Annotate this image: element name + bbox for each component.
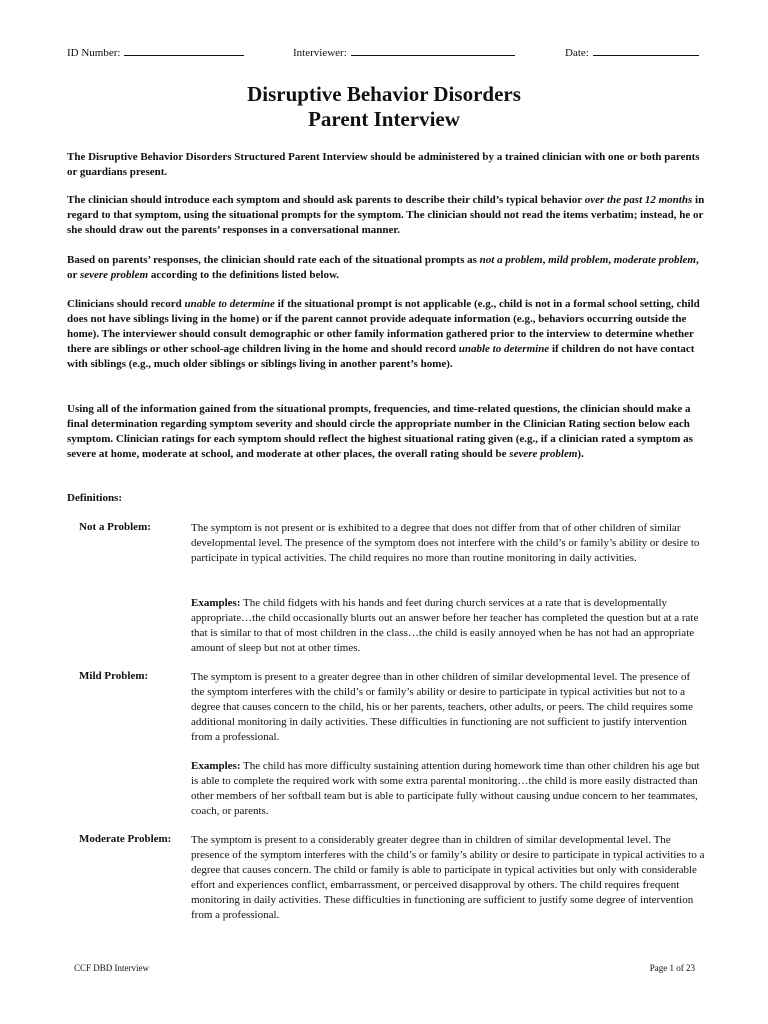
intro-paragraph-4: Clinicians should record unable to determine if the situational prompt is not applicable (e.g., child is not in a formal school setting, child does not have siblings living in the home) or if the parent cannot provide adequate information (e.g., behaviors occurring outside the home). The interviewer should consult demographic or other family information gathered prior to the interview to determine whether there are siblings or other school-age children living in the home and should record unable to determine if children do not have contact with siblings (e.g., much older siblings or siblings living in another parent’s home). (67, 298, 700, 370)
footer-page-number: Page 1 of 23 (649, 963, 695, 973)
intro-paragraph-5: Using all of the information gained from the situational prompts, frequencies, and time-related questions, the clinician should make a final determination regarding symptom severity and should circle the appropriate number in the Clinician Rating section below each symptom. Clinician ratings for each symptom should reflect the highest situational rating given (e.g., if a clinician rated a symptom as severe at home, moderate at school, and moderate at other places, the overall rating should be severe problem). (67, 403, 693, 460)
mild-problem-definition: The symptom is present to a greater degree than in other children of similar developmental level. The presence of the symptom interferes with the child’s or family’s ability or desire to participate in typical activities but not to a degree that causes concern to the child, his or her parents, teachers, other adults, or peers. The child requires some additional monitoring in daily activities. These difficulties in functioning are not sufficient to justify intervention from a professional. (191, 671, 693, 743)
intro-paragraph-3: Based on parents’ responses, the clinician should rate each of the situational prompts as not a problem, mild problem, moderate problem, or severe problem according to the definitions listed below. (67, 254, 699, 281)
date-field (565, 45, 699, 59)
intro-paragraph-2: The clinician should introduce each symptom and should ask parents to describe their child’s typical behavior over the past 12 months in regard to that symptom, using the situational prompts for the symptom. The clinician should not read the items verbatim; instead, he or she should draw out the parents’ responses in a conversational manner. (67, 194, 705, 236)
moderate-problem-definition: The symptom is present to a considerably greater degree than in children of similar developmental level. The presence of the symptom interferes with the child’s or family’s ability or desire to participate in typical activities to a degree that causes concern. The child or family is able to participate in typical activities but only with considerable effort and experiences conflict, embarrassment, or perceived disapproval by others. The child requires frequent monitoring in daily activities. These difficulties in functioning are sufficient to justify some degree of intervention from a professional. (191, 834, 705, 921)
definitions-heading: Definitions: (67, 492, 122, 504)
intro-paragraph-1: The Disruptive Behavior Disorders Structured Parent Interview should be administered by a trained clinician with one or both parents or guardians present. (67, 151, 700, 178)
mild-problem-examples: Examples: The child has more difficulty sustaining attention during homework time than other children his age but is able to complete the required work with some extra parental monitoring…the child is more easily distracted than other members of her softball team but is able to participate fully without causing undue concern to her teammates, coach, or parents. (191, 760, 700, 817)
moderate-problem-label: Moderate Problem: (79, 833, 172, 845)
page-subtitle: Parent Interview (308, 107, 460, 131)
id-number-line (124, 45, 244, 56)
interviewer-label: Interviewer: (293, 47, 347, 59)
id-number-field (67, 45, 244, 59)
date-line (593, 45, 699, 56)
mild-problem-label: Mild Problem: (79, 670, 149, 682)
date-label: Date: (565, 47, 589, 59)
id-number-label: ID Number: (67, 47, 121, 59)
footer-document-name: CCF DBD Interview (74, 963, 149, 973)
interviewer-line (351, 45, 515, 56)
page-title: Disruptive Behavior Disorders (247, 82, 521, 106)
not-a-problem-definition: The symptom is not present or is exhibited to a degree that does not differ from that of other children of similar developmental level. The presence of the symptom does not interfere with the child’s or family’s ability or desire to participate in typical activities. The child requires no more than routine monitoring in daily activities. (191, 522, 700, 564)
not-a-problem-label: Not a Problem: (79, 521, 151, 533)
interviewer-field (293, 45, 515, 59)
not-a-problem-examples: Examples: The child fidgets with his hands and feet during church services at a rate that is developmentally appropriate…the child occasionally blurts out an answer before her teacher has completed the question but at a rate that is similar to that of most children in the class…the child is easily annoyed when he has not had an appropriate amount of sleep but not at other times. (191, 597, 699, 654)
